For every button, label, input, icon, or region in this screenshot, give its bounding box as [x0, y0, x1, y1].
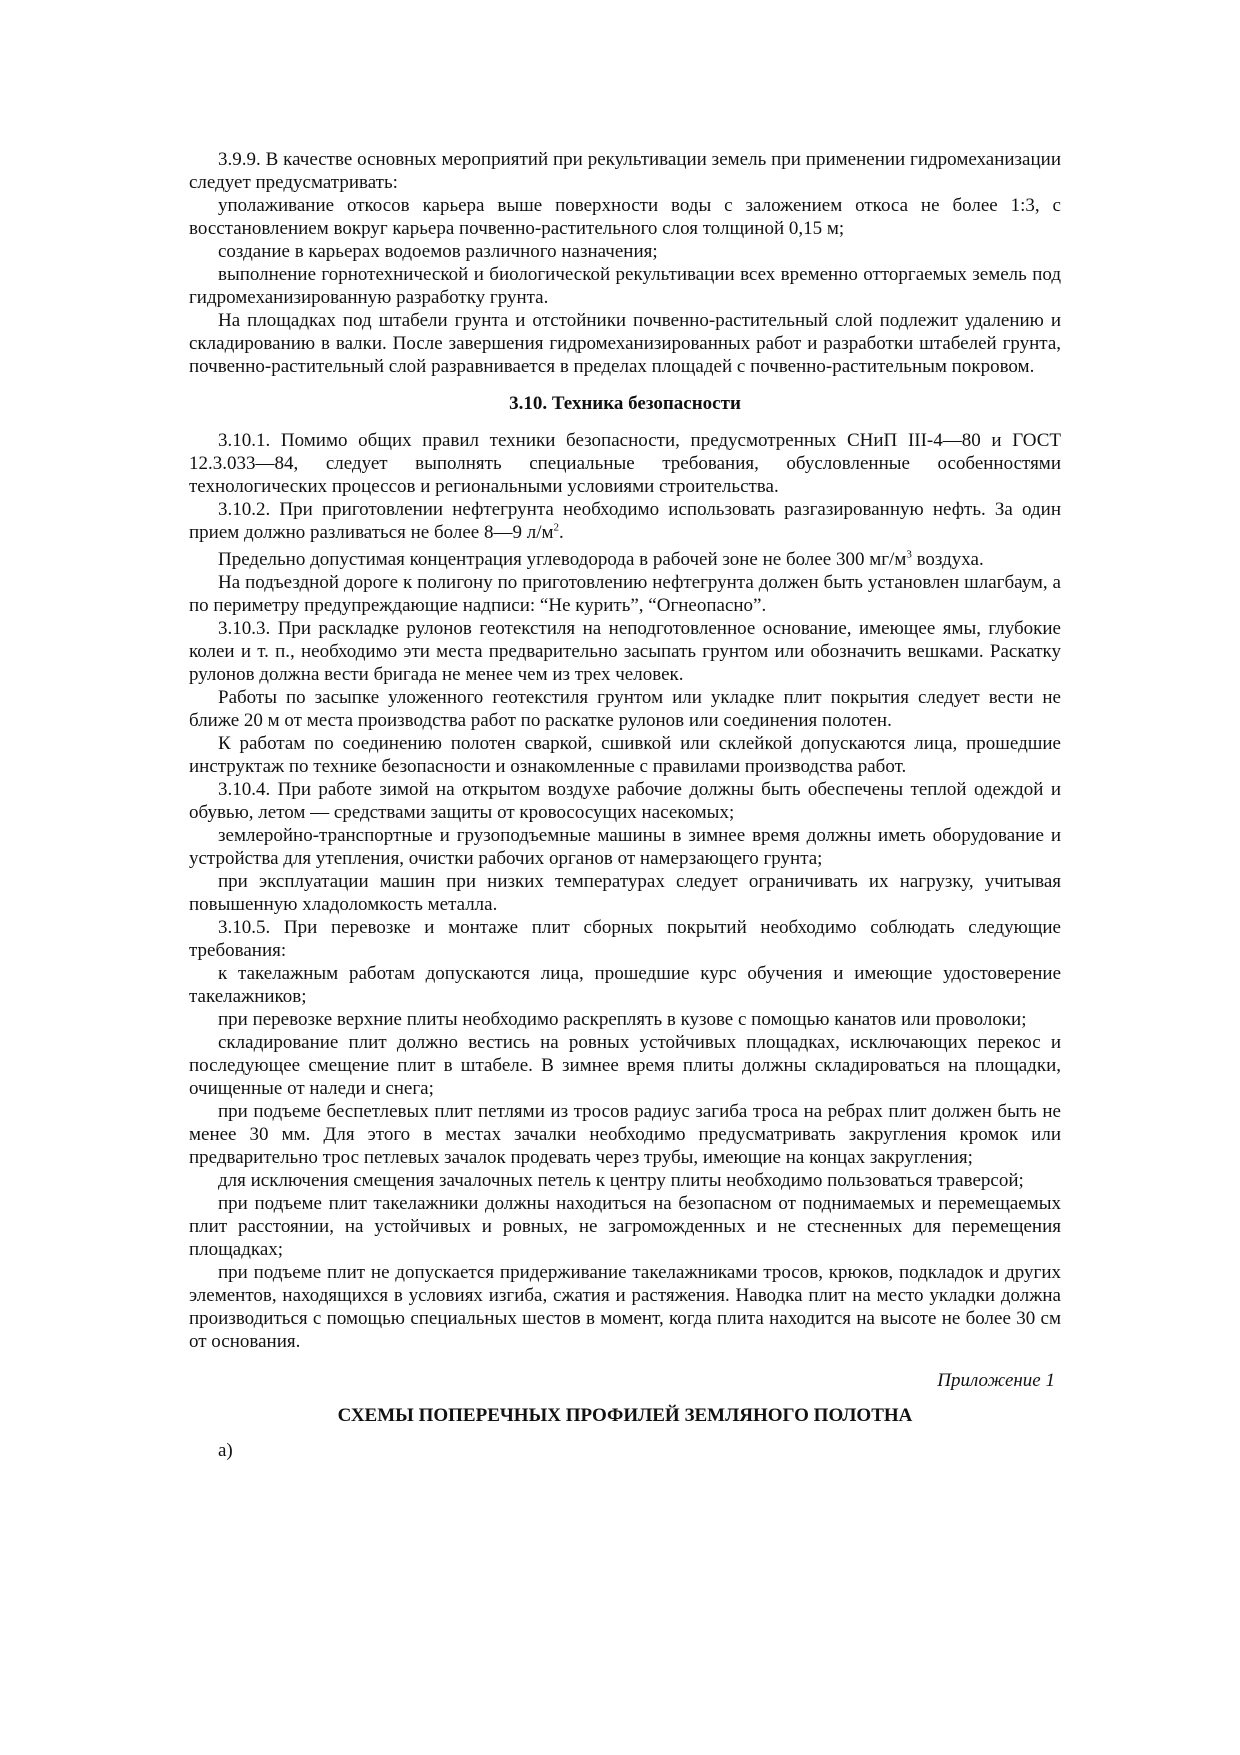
- paragraph-low-temperature: при эксплуатации машин при низких температурах следует ограничивать их нагрузку, учитывая повышенную хладоломкость металла.: [189, 871, 1061, 915]
- paragraph-3-10-5: 3.10.5. При перевозке и монтаже плит сборных покрытий необходимо соблюдать следующие требования:: [189, 917, 1061, 961]
- paragraph-concentration-text: Предельно допустимая концентрация углеводорода в рабочей зоне не более 300 мг/м: [218, 549, 907, 570]
- figure-label: а): [218, 1440, 233, 1461]
- paragraph-guiding: при подъеме плит не допускается придерживание такелажниками тросов, крюков, подкладок и других элементов, находящихся в условиях изгиба, сжатия и растяжения. Наводка плит на место укладки должна производиться с помощью специальных шестов в момент, когда плита находится на высоте не более 30 см от основания.: [189, 1262, 1061, 1352]
- paragraph-3-10-3: 3.10.3. При раскладке рулонов геотекстиля на неподготовленное основание, имеющее ямы, глубокие колеи и т. п., необходимо эти места предварительно засыпать грунтом или обозначить вешками. Раскатку рулонов должна вести бригада не менее чем из трех человек.: [189, 618, 1061, 685]
- appendix-label: Приложение 1: [937, 1370, 1055, 1391]
- paragraph-traverse: для исключения смещения зачалочных петель к центру плиты необходимо пользоваться траверсой;: [218, 1170, 1024, 1191]
- paragraph-lifting-loops: при подъеме беспетлевых плит петлями из тросов радиус загиба троса на ребрах плит должен быть не менее 30 мм. Для этого в местах зачалки необходимо предусматривать закругления кромок или предварительно трос петлевых зачалок продевать через трубы, имеющие на концах закругления;: [189, 1101, 1061, 1168]
- paragraph-slopes: уполаживание откосов карьера выше поверхности воды с заложением откоса не более 1:3, с восстановлением вокруг карьера почвенно-растительного слоя толщиной 0,15 м;: [189, 195, 1061, 239]
- paragraph-stockpiles: На площадках под штабели грунта и отстойники почвенно-растительный слой подлежит удалению и складированию в валки. После завершения гидромеханизированных работ и разработки штабелей грунта, почвенно-растительный слой разравнивается в пределах площадей с почвенно-растительным покровом.: [189, 310, 1061, 377]
- paragraph-3-9-9: 3.9.9. В качестве основных мероприятий при рекультивации земель при применении гидромеханизации следует предусматривать:: [189, 149, 1061, 193]
- paragraph-machines-winter: землеройно-транспортные и грузоподъемные машины в зимнее время должны иметь оборудование и устройства для утепления, очистки рабочих органов от намерзающего грунта;: [189, 825, 1061, 869]
- paragraph-storage: складирование плит должно вестись на ровных устойчивых площадках, исключающих перекос и последующее смещение плит в штабеле. В зимнее время плиты должны складироваться на площадки, очищенные от наледи и снега;: [189, 1032, 1061, 1099]
- paragraph-3-10-2: [189, 498, 1061, 544]
- paragraph-3-10-2-text: 3.10.2. При приготовлении нефтегрунта необходимо использовать разгазированную нефть. За один прием должно разливаться не более 8—9 л/м: [189, 499, 1061, 543]
- paragraph-joining: К работам по соединению полотен сваркой, сшивкой или склейкой допускаются лица, прошедшие инструктаж по технике безопасности и ознакомленные с правилами производства работ.: [189, 733, 1061, 777]
- paragraph-backfill: Работы по засыпке уложенного геотекстиля грунтом или укладке плит покрытия следует вести не ближе 20 м от места производства работ по раскатке рулонов или соединения полотен.: [189, 687, 1061, 731]
- paragraph-riggers: к такелажным работам допускаются лица, прошедшие курс обучения и имеющие удостоверение такелажников;: [189, 963, 1061, 1007]
- paragraph-concentration-tail: воздуха.: [911, 549, 984, 570]
- document-page: [189, 148, 1061, 1462]
- superscript-3: 3: [906, 548, 912, 561]
- paragraph-3-10-1: 3.10.1. Помимо общих правил техники безопасности, предусмотренных СНиП III-4—80 и ГОСТ 12.3.033—84, следует выполнять специальные требования, обусловленные особенностями технологических процессов и региональными условиями строительства.: [189, 430, 1061, 497]
- paragraph-3-10-4: 3.10.4. При работе зимой на открытом воздухе рабочие должны быть обеспечены теплой одеждой и обувью, летом — средствами защиты от кровососущих насекомых;: [189, 779, 1061, 823]
- appendix-title: СХЕМЫ ПОПЕРЕЧНЫХ ПРОФИЛЕЙ ЗЕМЛЯНОГО ПОЛОТНА: [337, 1405, 913, 1426]
- paragraph-barrier: На подъездной дороге к полигону по приготовлению нефтегрунта должен быть установлен шлагбаум, а по периметру предупреждающие надписи: “Не курить”, “Огнеопасно”.: [189, 572, 1061, 616]
- paragraph-reservoirs: создание в карьерах водоемов различного назначения;: [218, 241, 658, 262]
- paragraph-concentration: [189, 548, 1061, 571]
- paragraph-3-10-2-tail: .: [559, 522, 564, 543]
- section-title: 3.10. Техника безопасности: [509, 393, 741, 414]
- paragraph-transport: при перевозке верхние плиты необходимо раскреплять в кузове с помощью канатов или проволоки;: [218, 1009, 1027, 1030]
- paragraph-safe-distance: при подъеме плит такелажники должны находиться на безопасном от поднимаемых и перемещаемых плит расстоянии, на устойчивых и ровных, не загроможденных и не стесненных для перемещения площадках;: [189, 1193, 1061, 1260]
- superscript-2: 2: [553, 521, 560, 534]
- paragraph-reclamation: выполнение горнотехнической и биологической рекультивации всех временно отторгаемых земель под гидромеханизированную разработку грунта.: [189, 264, 1061, 308]
